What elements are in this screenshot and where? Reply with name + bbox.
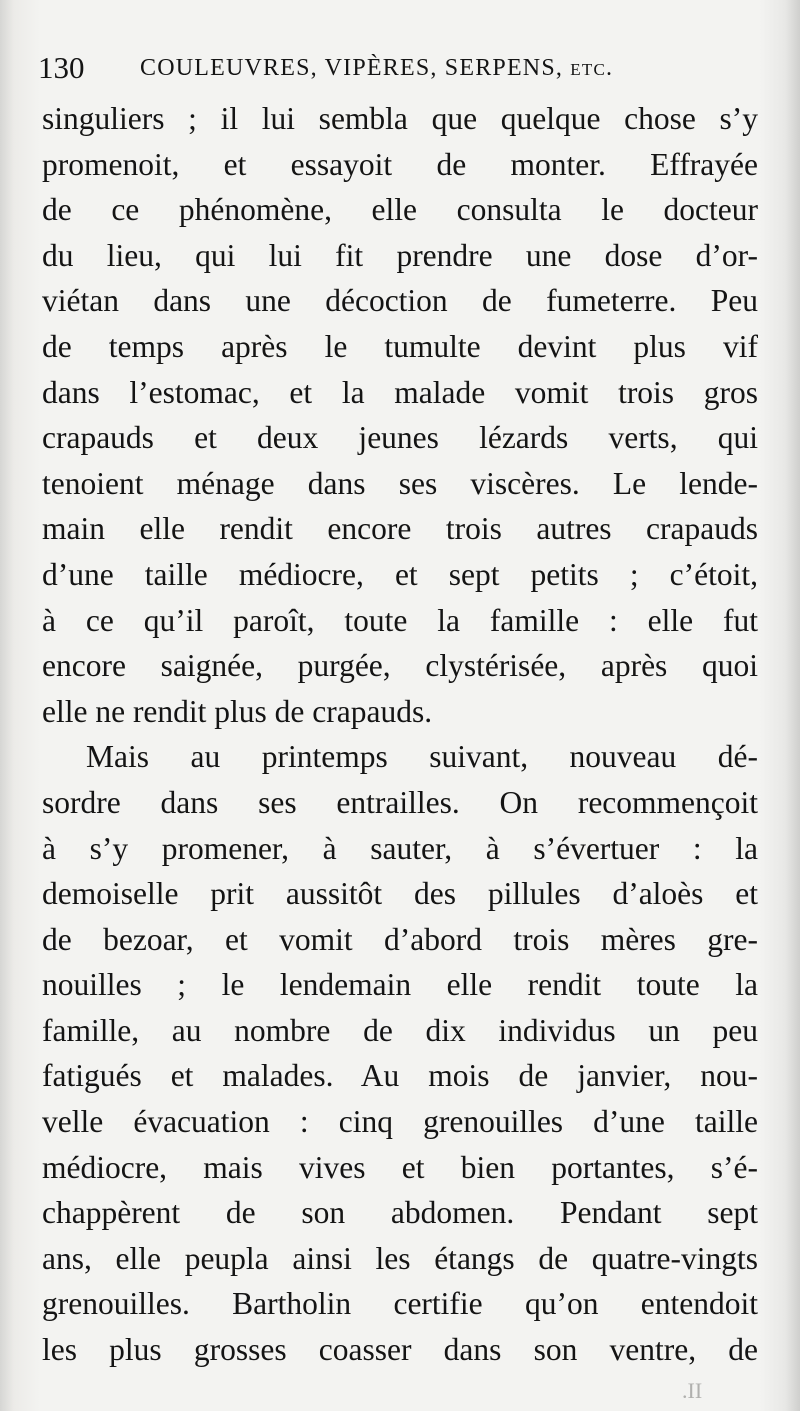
page-number: 130 [38,50,85,85]
text-line: ans, elle peupla ainsi les étangs de quatre-vingts [42,1240,758,1276]
text-line: nouilles ; le lendemain elle rendit toute la [42,967,758,1003]
text-line: crapauds et deux jeunes lézards verts, qui [42,420,758,456]
text-line: encore saignée, purgée, clystérisée, après quoi [42,648,758,684]
text-line: promenoit, et essayoit de monter. Effrayée [42,146,758,182]
text-line: de ce phénomène, elle consulta le docteur [42,192,758,228]
text-line: les plus grosses coasser dans son ventre, de [42,1332,758,1368]
text-line: médiocre, mais vives et bien portantes, s’é- [42,1149,758,1185]
text-line: velle évacuation : cinq grenouilles d’une taille [42,1104,758,1140]
body-text [42,96,758,1373]
text-line: demoiselle prit aussitôt des pillules d’aloès et [42,876,758,912]
text-line: grenouilles. Bartholin certifie qu’on entendoit [42,1286,758,1322]
text-line: à s’y promener, à sauter, à s’évertuer : la [42,830,758,866]
footer-mark: .II [682,1378,703,1403]
paragraph-start-line: Mais au printemps suivant, nouveau dé- [86,739,758,775]
text-line: chappèrent de son abdomen. Pendant sept [42,1195,758,1231]
page-header [38,48,698,88]
running-title: COULEUVRES, VIPÈRES, SERPENS, etc. [140,55,614,81]
text-line: famille, au nombre de dix individus un peu [42,1012,758,1048]
text-line: de temps après le tumulte devint plus vif [42,328,758,364]
text-line: tenoient ménage dans ses viscères. Le lende- [42,465,758,501]
text-line: viétan dans une décoction de fumeterre. Peu [42,283,758,319]
text-line: fatigués et malades. Au mois de janvier, nou- [42,1058,758,1094]
text-line: du lieu, qui lui fit prendre une dose d’or- [42,237,758,273]
paragraph-end-line: elle ne rendit plus de crapauds. [42,693,433,729]
text-line: main elle rendit encore trois autres crapauds [42,511,758,547]
text-line: de bezoar, et vomit d’abord trois mères gre- [42,921,758,957]
text-line: singuliers ; il lui sembla que quelque chose s’y [42,101,758,136]
text-line: à ce qu’il paroît, toute la famille : elle fut [42,602,758,638]
text-line: sordre dans ses entrailles. On recommençoit [42,784,758,820]
text-line: d’une taille médiocre, et sept petits ; c’étoit, [42,556,758,592]
text-line: dans l’estomac, et la malade vomit trois gros [42,374,758,410]
